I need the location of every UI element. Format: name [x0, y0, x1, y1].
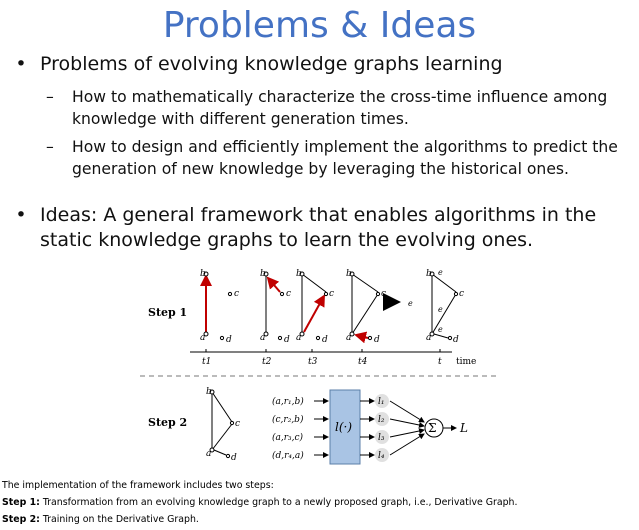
- svg-text:a: a: [426, 333, 432, 343]
- svg-text:e: e: [408, 299, 413, 308]
- sub-bullet-text: How to mathematically characterize the cross-time influence among knowledge with different generation times.: [72, 88, 608, 128]
- svg-text:b: b: [200, 269, 206, 279]
- bullet-text: Ideas: A general framework that enables algorithms in the static knowledge graphs to learn the evolving ones.: [40, 204, 597, 251]
- svg-text:b: b: [426, 269, 432, 279]
- triple-4: (d,r₄,a): [272, 451, 304, 461]
- dash-marker: –: [46, 138, 54, 156]
- svg-text:a: a: [200, 333, 206, 343]
- graph-t3: [296, 269, 334, 345]
- time-axis-label: time: [456, 357, 477, 367]
- tick-label: t2: [262, 357, 272, 367]
- tick-label: t4: [358, 357, 368, 367]
- step1-label: Step 1: [148, 306, 188, 319]
- svg-text:a: a: [296, 333, 302, 343]
- svg-text:c: c: [381, 289, 387, 299]
- bullet-dot: •: [15, 53, 27, 75]
- loss-output-2: l₂: [378, 415, 385, 425]
- slide-title: Problems & Ideas: [162, 5, 477, 46]
- loss-output-1: l₁: [378, 397, 385, 407]
- footnote-step2: [2, 513, 199, 526]
- footnote-step1-title: Step 1:: [2, 497, 40, 508]
- svg-text:c: c: [235, 419, 241, 429]
- svg-text:d: d: [374, 335, 380, 345]
- function-label: l(·): [335, 420, 353, 434]
- svg-text:e: e: [438, 305, 443, 314]
- bullet-text: Problems of evolving knowledge graphs learning: [40, 53, 503, 75]
- tick-label: t1: [202, 357, 212, 367]
- triple-3: (a,r₃,c): [272, 433, 304, 443]
- svg-text:d: d: [453, 335, 459, 345]
- derivative-graph-step1: [408, 268, 464, 345]
- svg-text:a: a: [206, 449, 212, 459]
- svg-text:b: b: [206, 387, 212, 397]
- loss-label: L: [460, 421, 468, 435]
- loss-output-4: l₄: [378, 451, 385, 461]
- tick-label: t3: [308, 357, 318, 367]
- time-axis: [190, 349, 476, 367]
- triple-2: (c,r₂,b): [272, 415, 304, 425]
- step2-label: Step 2: [148, 416, 188, 429]
- svg-text:d: d: [226, 335, 232, 345]
- dash-marker: –: [46, 88, 54, 106]
- framework-figure: [130, 262, 500, 468]
- derivative-graph-step2: [206, 387, 240, 463]
- graph-t4: [346, 269, 386, 345]
- svg-text:e: e: [438, 325, 443, 334]
- sub-bullet-text: How to design and efficiently implement the algorithms to predict the generation of new knowledge by leveraging the historical ones.: [72, 138, 618, 178]
- graph-t2: [260, 269, 291, 345]
- svg-text:e: e: [438, 268, 443, 277]
- footnote-step1-text: Transformation from an evolving knowledge graph to a newly proposed graph, i.e., Derivative Graph.: [39, 497, 518, 508]
- svg-text:a: a: [260, 333, 266, 343]
- graph-t1: [200, 269, 239, 345]
- svg-text:d: d: [284, 335, 290, 345]
- svg-text:b: b: [346, 269, 352, 279]
- footnote-step1: [2, 496, 517, 509]
- footnote-step2-title: Step 2:: [2, 514, 40, 525]
- triple-1: (a,r₁,b): [272, 397, 304, 407]
- svg-text:d: d: [231, 453, 237, 463]
- bullet-dot: •: [15, 204, 27, 226]
- svg-text:b: b: [296, 269, 302, 279]
- svg-text:d: d: [322, 335, 328, 345]
- svg-text:c: c: [459, 289, 465, 299]
- svg-text:b: b: [260, 269, 266, 279]
- svg-text:c: c: [329, 289, 335, 299]
- sum-symbol: Σ: [428, 421, 437, 435]
- footnote-step2-text: Training on the Derivative Graph.: [39, 514, 199, 525]
- tick-label: t: [438, 357, 442, 367]
- loss-output-3: l₃: [378, 433, 385, 443]
- svg-text:a: a: [346, 333, 352, 343]
- footnote-intro: The implementation of the framework includes two steps:: [2, 480, 274, 491]
- svg-text:c: c: [234, 289, 240, 299]
- svg-text:c: c: [286, 289, 292, 299]
